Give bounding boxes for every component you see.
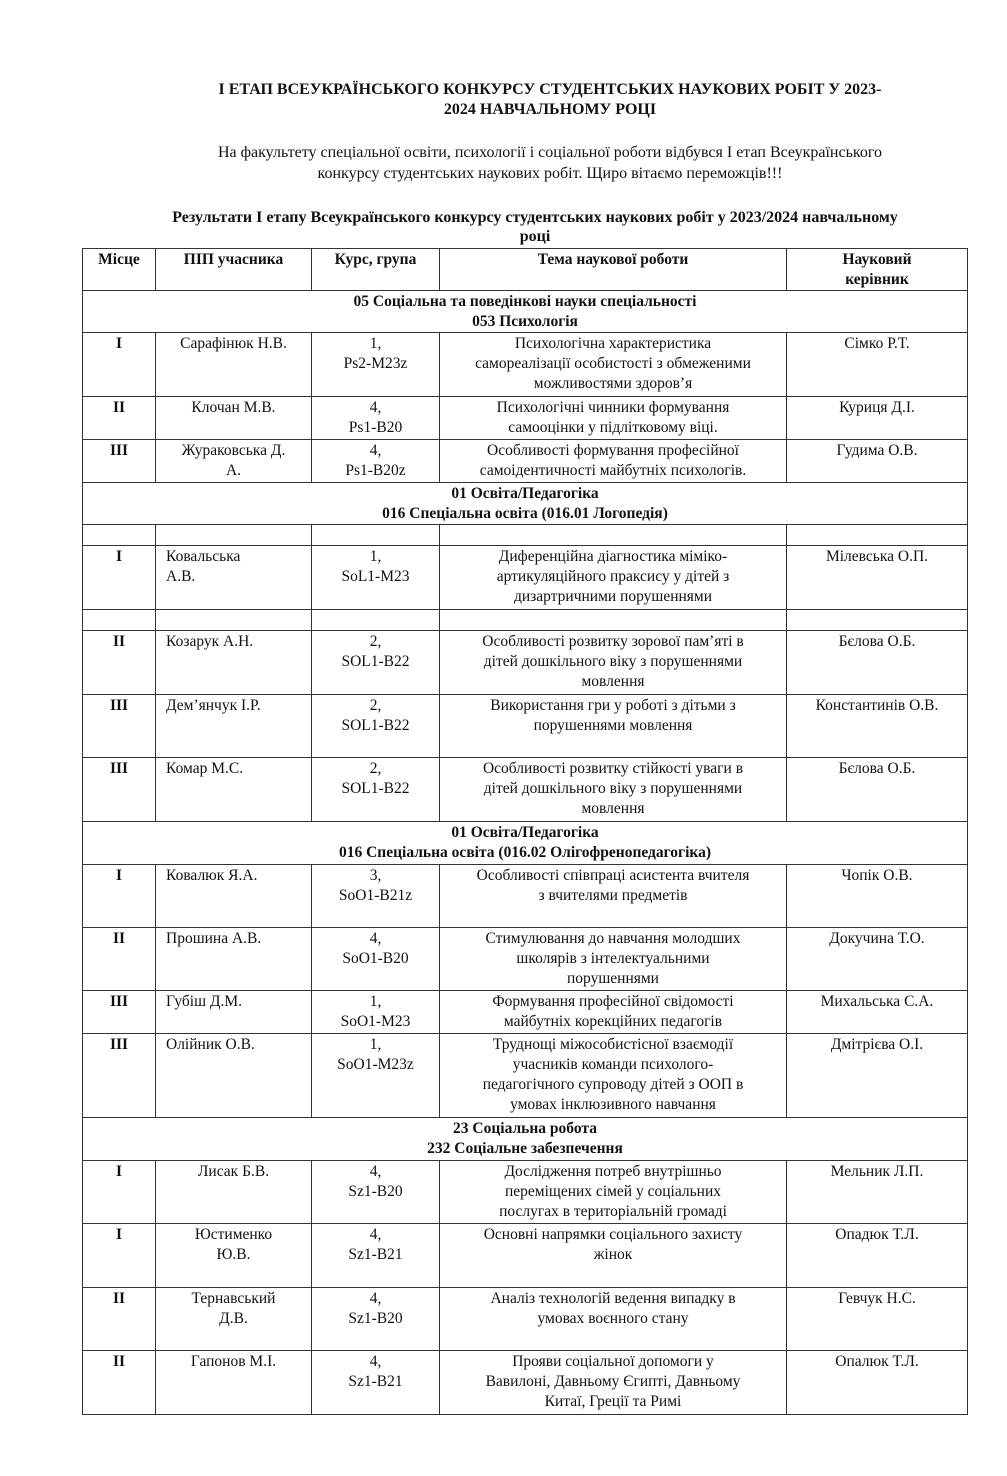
course-line: 4,	[369, 1163, 382, 1180]
name-line: Ковальська	[166, 548, 241, 565]
topic-line: Особливості формування професійної	[487, 442, 739, 459]
course-line: 4,	[369, 1226, 382, 1243]
intro-line-2: конкурсу студентських наукових робіт. Щиро вітаємо переможців!!!	[317, 165, 783, 182]
course-line: 1,	[369, 548, 382, 565]
course-line: SOL1-B22	[341, 653, 410, 670]
section-header	[83, 1118, 968, 1161]
supervisor: Мельник Л.П.	[787, 1161, 968, 1224]
research-topic	[440, 695, 787, 758]
topic-line: Прояви соціальної допомоги у	[512, 1353, 714, 1370]
participant-name	[156, 991, 312, 1034]
supervisor: Опалюк Т.Л.	[787, 1351, 968, 1415]
topic-line: школярів з інтелектуальними	[516, 950, 710, 967]
name-line: Прошина А.В.	[166, 930, 262, 947]
empty-cell	[156, 610, 312, 631]
participant-name	[156, 758, 312, 822]
supervisor: Чопік О.В.	[787, 865, 968, 928]
document-title	[120, 80, 980, 120]
participant-name	[156, 928, 312, 991]
title-line-1: І ЕТАП ВСЕУКРАЇНСЬКОГО КОНКУРСУ СТУДЕНТСЬКИХ НАУКОВИХ РОБІТ У 2023-	[218, 81, 882, 98]
topic-line: Стимулювання до навчання молодших	[485, 930, 741, 947]
research-topic	[440, 546, 787, 610]
empty-row	[83, 610, 968, 631]
place-cell: II	[83, 1288, 156, 1351]
course-line: SOL1-B22	[341, 717, 410, 734]
place-cell: I	[83, 1224, 156, 1288]
place-cell: II	[83, 397, 156, 440]
course-line: 3,	[369, 867, 382, 884]
name-line: Комар М.С.	[166, 760, 244, 777]
research-topic	[440, 631, 787, 695]
empty-cell	[440, 610, 787, 631]
section-header	[83, 291, 968, 333]
empty-cell	[83, 525, 156, 546]
course-group	[312, 1161, 440, 1224]
topic-line: дизартричними порушеннями	[513, 588, 713, 605]
participant-name	[156, 333, 312, 397]
supervisor: Дмітрієва О.І.	[787, 1034, 968, 1118]
table-header-row	[83, 249, 968, 291]
research-topic	[440, 1288, 787, 1351]
intro-line-1: На факультету спеціальної освіти, психології і соціальної роботи відбувся І етап Всеукраїнського	[217, 144, 883, 161]
course-line: SoO1-M23	[340, 1013, 411, 1030]
course-line: SoO1-M23z	[337, 1056, 414, 1073]
course-line: SoO1-B21z	[338, 887, 413, 904]
section-specialty: 232 Соціальне забезпечення	[427, 1140, 623, 1157]
course-line: 1,	[369, 335, 382, 352]
topic-line: дітей дошкільного віку з порушеннями	[483, 780, 743, 797]
course-line: 2,	[369, 633, 382, 650]
course-line: SoO1-B20	[342, 950, 409, 967]
course-group	[312, 1351, 440, 1415]
table-row	[83, 758, 968, 822]
topic-line: мовлення	[581, 800, 645, 817]
place-cell: III	[83, 695, 156, 758]
course-group	[312, 631, 440, 695]
table-row	[83, 1351, 968, 1415]
name-line: Дем’янчук І.Р.	[166, 697, 261, 714]
course-group	[312, 991, 440, 1034]
header-name: ПІП учасника	[156, 249, 312, 291]
topic-line: самореалізації особистості з обмеженими	[475, 355, 751, 372]
research-topic	[440, 1224, 787, 1288]
name-line: Губіш Д.М.	[166, 993, 243, 1010]
table-row	[83, 1288, 968, 1351]
section-field: 01 Освіта/Педагогіка	[451, 824, 599, 841]
research-topic	[440, 397, 787, 440]
empty-cell	[83, 610, 156, 631]
participant-name	[156, 1224, 312, 1288]
participant-name	[156, 546, 312, 610]
course-group	[312, 333, 440, 397]
topic-line: Використання гри у роботі з дітьми з	[490, 697, 736, 714]
course-line: Sz1-B20	[348, 1183, 403, 1200]
place-cell: II	[83, 928, 156, 991]
header-topic: Тема наукової роботи	[440, 249, 787, 291]
name-line: А.В.	[166, 568, 196, 585]
course-line: 1,	[369, 1036, 382, 1053]
supervisor: Гудима О.В.	[787, 440, 968, 483]
results-table	[82, 248, 968, 1415]
topic-line: умовах воєнного стану	[537, 1310, 689, 1327]
supervisor: Михальська С.А.	[787, 991, 968, 1034]
course-group	[312, 397, 440, 440]
place-cell: II	[83, 1351, 156, 1415]
section-specialty: 053 Психологія	[472, 313, 578, 330]
table-row	[83, 333, 968, 397]
title-line-2: 2024 НАВЧАЛЬНОМУ РОЦІ	[443, 101, 657, 118]
topic-line: педагогічного супроводу дітей з ООП в	[482, 1076, 744, 1093]
topic-line: переміщених сімей у соціальних	[504, 1183, 721, 1200]
topic-line: самоідентичності майбутніх психологів.	[479, 462, 747, 479]
empty-cell	[440, 525, 787, 546]
section-specialty: 016 Спеціальна освіта (016.02 Олігофренопедагогіка)	[338, 844, 711, 861]
course-group	[312, 1288, 440, 1351]
participant-name	[156, 695, 312, 758]
course-line: SoL1-M23	[341, 568, 410, 585]
place-cell: I	[83, 546, 156, 610]
participant-name	[156, 1034, 312, 1118]
topic-line: мовлення	[581, 673, 645, 690]
section-specialty: 016 Спеціальна освіта (016.01 Логопедія)	[382, 505, 668, 522]
topic-line: з вчителями предметів	[538, 887, 688, 904]
empty-cell	[787, 525, 968, 546]
topic-line: Китаї, Греції та Римі	[544, 1393, 682, 1410]
course-line: Ps1-B20z	[345, 462, 406, 479]
course-line: Ps1-B20	[348, 419, 403, 436]
research-topic	[440, 865, 787, 928]
supervisor: Бєлова О.Б.	[787, 758, 968, 822]
topic-line: порушеннями	[567, 970, 659, 987]
section-header-row	[83, 1118, 968, 1161]
supervisor: Константинів О.В.	[787, 695, 968, 758]
topic-line: Психологічні чинники формування	[496, 399, 730, 416]
name-line: Гапонов М.І.	[190, 1353, 277, 1370]
participant-name	[156, 440, 312, 483]
topic-line: Особливості співпраці асистента вчителя	[476, 867, 750, 884]
course-line: Sz1-B21	[348, 1373, 403, 1390]
topic-line: Формування професійної свідомості	[492, 993, 734, 1010]
place-cell: III	[83, 440, 156, 483]
supervisor: Бєлова О.Б.	[787, 631, 968, 695]
header-course: Курс, група	[312, 249, 440, 291]
topic-line: порушеннями мовлення	[533, 717, 693, 734]
research-topic	[440, 333, 787, 397]
topic-line: майбутніх корекційних педагогів	[503, 1013, 723, 1030]
table-row	[83, 1034, 968, 1118]
name-line: Ковалюк Я.А.	[166, 867, 258, 884]
name-line: Жураковська Д.	[181, 442, 286, 459]
course-line: 4,	[369, 399, 382, 416]
course-group	[312, 1034, 440, 1118]
topic-line: Вавилоні, Давньому Єгипті, Давньому	[485, 1373, 741, 1390]
course-group	[312, 928, 440, 991]
supervisor: Куриця Д.І.	[787, 397, 968, 440]
name-line: Д.В.	[219, 1310, 248, 1327]
topic-line: Труднощі міжособистісної взаємодії	[492, 1036, 734, 1053]
topic-line: дітей дошкільного віку з порушеннями	[483, 653, 743, 670]
course-line: Sz1-B20	[348, 1310, 403, 1327]
topic-line: учасників команди психолого-	[512, 1056, 714, 1073]
name-line: Клочан М.В.	[191, 399, 276, 416]
results-heading-line-1: Результати І етапу Всеукраїнського конкурсу студентських наукових робіт у 2023/2024 навчальному	[172, 209, 898, 226]
supervisor: Гевчук Н.С.	[787, 1288, 968, 1351]
course-group	[312, 758, 440, 822]
research-topic	[440, 758, 787, 822]
course-line: 4,	[369, 1353, 382, 1370]
empty-row	[83, 525, 968, 546]
name-line: Сарафінюк Н.В.	[180, 335, 287, 352]
participant-name	[156, 1161, 312, 1224]
table-row	[83, 1161, 968, 1224]
course-group	[312, 695, 440, 758]
topic-line: Диференційна діагностика міміко-	[498, 548, 728, 565]
course-line: 4,	[369, 442, 382, 459]
name-line: Лисак Б.В.	[197, 1163, 270, 1180]
name-line: А.	[225, 462, 242, 479]
course-line: Ps2-M23z	[343, 355, 408, 372]
section-field: 01 Освіта/Педагогіка	[451, 485, 599, 502]
place-cell: III	[83, 1034, 156, 1118]
empty-cell	[787, 610, 968, 631]
section-header	[83, 822, 968, 865]
table-row	[83, 1224, 968, 1288]
table-row	[83, 440, 968, 483]
section-header	[83, 483, 968, 525]
header-supervisor-line-2: керівник	[845, 271, 909, 288]
name-line: Юстименко	[194, 1226, 273, 1243]
section-field: 23 Соціальна робота	[453, 1120, 597, 1137]
topic-line: самооцінки у підлітковому віці.	[508, 419, 718, 436]
name-line: Ю.В.	[216, 1246, 251, 1263]
course-line: 2,	[369, 760, 382, 777]
research-topic	[440, 440, 787, 483]
place-cell: III	[83, 991, 156, 1034]
course-line: 2,	[369, 697, 382, 714]
topic-line: Особливості розвитку стійкості уваги в	[482, 760, 744, 777]
section-header-row	[83, 291, 968, 333]
course-group	[312, 1224, 440, 1288]
topic-line: Дослідження потреб внутрішньо	[504, 1163, 722, 1180]
results-heading-line-2: році	[519, 228, 551, 245]
table-row	[83, 865, 968, 928]
topic-line: можливостями здоров’я	[533, 375, 693, 392]
course-line: SOL1-B22	[341, 780, 410, 797]
supervisor: Сімко Р.Т.	[787, 333, 968, 397]
topic-line: Психологічна характеристика	[514, 335, 712, 352]
topic-line: жінок	[593, 1246, 633, 1263]
place-cell: III	[83, 758, 156, 822]
place-cell: I	[83, 333, 156, 397]
section-header-row	[83, 822, 968, 865]
header-place: Місце	[83, 249, 156, 291]
participant-name	[156, 397, 312, 440]
name-line: Тернавський	[191, 1290, 276, 1307]
research-topic	[440, 928, 787, 991]
participant-name	[156, 1351, 312, 1415]
topic-line: Особливості розвитку зорової пам’яті в	[482, 633, 744, 650]
place-cell: I	[83, 865, 156, 928]
course-line: 4,	[369, 930, 382, 947]
research-topic	[440, 1161, 787, 1224]
research-topic	[440, 1351, 787, 1415]
topic-line: артикуляційного праксису у дітей з	[496, 568, 730, 585]
table-row	[83, 397, 968, 440]
supervisor: Мілевська О.П.	[787, 546, 968, 610]
topic-line: Основні напрямки соціального захисту	[483, 1226, 743, 1243]
table-row	[83, 991, 968, 1034]
name-line: Козарук А.Н.	[166, 633, 254, 650]
research-topic	[440, 1034, 787, 1118]
header-supervisor	[787, 249, 968, 291]
participant-name	[156, 865, 312, 928]
results-heading	[80, 208, 990, 246]
course-line: 1,	[369, 993, 382, 1010]
course-line: Sz1-B21	[348, 1246, 403, 1263]
place-cell: I	[83, 1161, 156, 1224]
empty-cell	[156, 525, 312, 546]
supervisor: Докучина Т.О.	[787, 928, 968, 991]
participant-name	[156, 1288, 312, 1351]
empty-cell	[312, 525, 440, 546]
table-row	[83, 546, 968, 610]
course-group	[312, 440, 440, 483]
section-field: 05 Соціальна та поведінкові науки спеціальності	[353, 293, 697, 310]
table-row	[83, 928, 968, 991]
place-cell: II	[83, 631, 156, 695]
table-body	[83, 291, 968, 1415]
topic-line: Аналіз технологій ведення випадку в	[490, 1290, 736, 1307]
topic-line: послугах в територіальній громаді	[499, 1203, 727, 1220]
research-topic	[440, 991, 787, 1034]
header-supervisor-line-1: Науковий	[842, 251, 912, 268]
table-row	[83, 631, 968, 695]
course-group	[312, 865, 440, 928]
participant-name	[156, 631, 312, 695]
supervisor: Опадюк Т.Л.	[787, 1224, 968, 1288]
course-line: 4,	[369, 1290, 382, 1307]
empty-cell	[312, 610, 440, 631]
course-group	[312, 546, 440, 610]
section-header-row	[83, 483, 968, 525]
table-row	[83, 695, 968, 758]
intro-paragraph	[120, 142, 980, 184]
name-line: Олійник О.В.	[166, 1036, 255, 1053]
topic-line: умовах інклюзивного навчання	[510, 1096, 716, 1113]
